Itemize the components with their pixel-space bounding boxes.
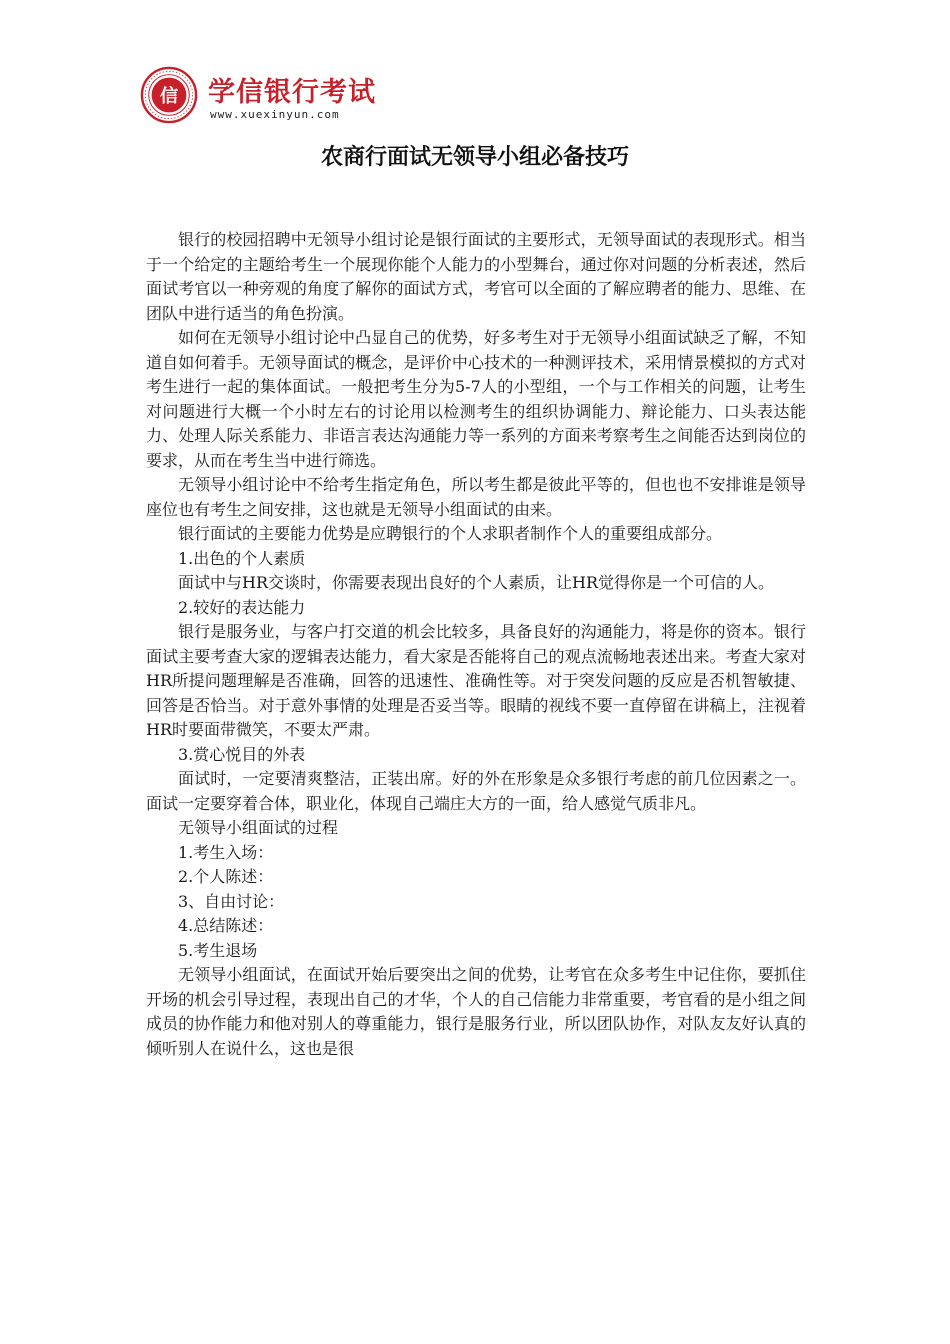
list-item: 4.总结陈述： bbox=[178, 916, 274, 935]
section-heading: 无领导小组面试的过程 bbox=[178, 818, 339, 837]
site-logo bbox=[140, 66, 380, 132]
list-item: 2.个人陈述： bbox=[178, 867, 274, 886]
seal-logo-icon bbox=[140, 66, 198, 124]
paragraph: 无领导小组讨论中不给考生指定角色，所以考生都是彼此平等的，但也也不安排谁是领导座位也有考生之间安排，这也就是无领导小组面试的由来。 bbox=[146, 475, 806, 519]
section-heading: 1.出色的个人素质 bbox=[178, 548, 306, 568]
list-item: 5.考生退场 bbox=[178, 940, 258, 960]
paragraph: 银行的校园招聘中无领导小组讨论是银行面试的主要形式，无领导面试的表现形式。相当于一个给定的主题给考生一个展现你能个人能力的小型舞台，通过你对问题的分析表述，然后面试考官以一种旁观的角度了解你的面试方式，考官可以全面的了解应聘者的能力、思维、在团队中进行适当的角色扮演。 bbox=[146, 230, 806, 323]
paragraph: 面试时，一定要清爽整洁，正装出席。好的外在形象是众多银行考虑的前几位因素之一。面试一定要穿着合体，职业化，体现自己端庄大方的一面，给人感觉气质非凡。 bbox=[146, 769, 806, 813]
logo-url: www.xuexinyun.com bbox=[210, 108, 340, 121]
list-item: 3、自由讨论： bbox=[178, 891, 285, 911]
paragraph: 银行是服务业，与客户打交道的机会比较多，具备良好的沟通能力，将是你的资本。银行面试主要考查大家的逻辑表达能力，看大家是否能将自己的观点流畅地表述出来。考查大家对HR所提问题理解是否准确，回答的迅速性、准确性等。对于突发问题的反应是否机智敏捷、回答是否恰当。对于意外事情的处理是否妥当等。眼睛的视线不要一直停留在讲稿上，注视着HR时要面带微笑，不要太严肃。 bbox=[146, 622, 806, 739]
section-heading: 3.赏心悦目的外表 bbox=[178, 744, 306, 764]
paragraph: 无领导小组面试，在面试开始后要突出之间的优势，让考官在众多考生中记住你，要抓住开场的机会引导过程，表现出自己的才华，个人的自己信能力非常重要，考官看的是小组之间成员的协作能力和他对别人的尊重能力，银行是服务行业，所以团队协作，对队友友好认真的倾听别人在说什么，这也是很 bbox=[146, 965, 806, 1058]
paragraph: 如何在无领导小组讨论中凸显自己的优势，好多考生对于无领导小组面试缺乏了解，不知道自如何着手。无领导面试的概念，是评价中心技术的一种测评技术，采用情景模拟的方式对考生进行一起的集体面试。一般把考生分为5-7人的小型组，一个与工作相关的问题，让考生对问题进行大概一个小时左右的讨论用以检测考生的组织协调能力、辩论能力、口头表达能力、处理人际关系能力、非语言表达沟通能力等一系列的方面来考察考生之间能否达到岗位的要求，从而在考生当中进行筛选。 bbox=[146, 328, 806, 470]
section-heading: 2.较好的表达能力 bbox=[178, 597, 306, 617]
seal-char: 信 bbox=[159, 85, 179, 107]
logo-name: 学信银行考试 bbox=[208, 77, 376, 108]
paragraph: 面试中与HR交谈时，你需要表现出良好的个人素质，让HR觉得你是一个可信的人。 bbox=[178, 573, 775, 592]
list-item: 1.考生入场： bbox=[178, 842, 274, 862]
document-body bbox=[146, 228, 806, 1061]
document-title: 农商行面试无领导小组必备技巧 bbox=[320, 144, 629, 170]
paragraph: 银行面试的主要能力优势是应聘银行的个人求职者制作个人的重要组成部分。 bbox=[178, 524, 723, 543]
